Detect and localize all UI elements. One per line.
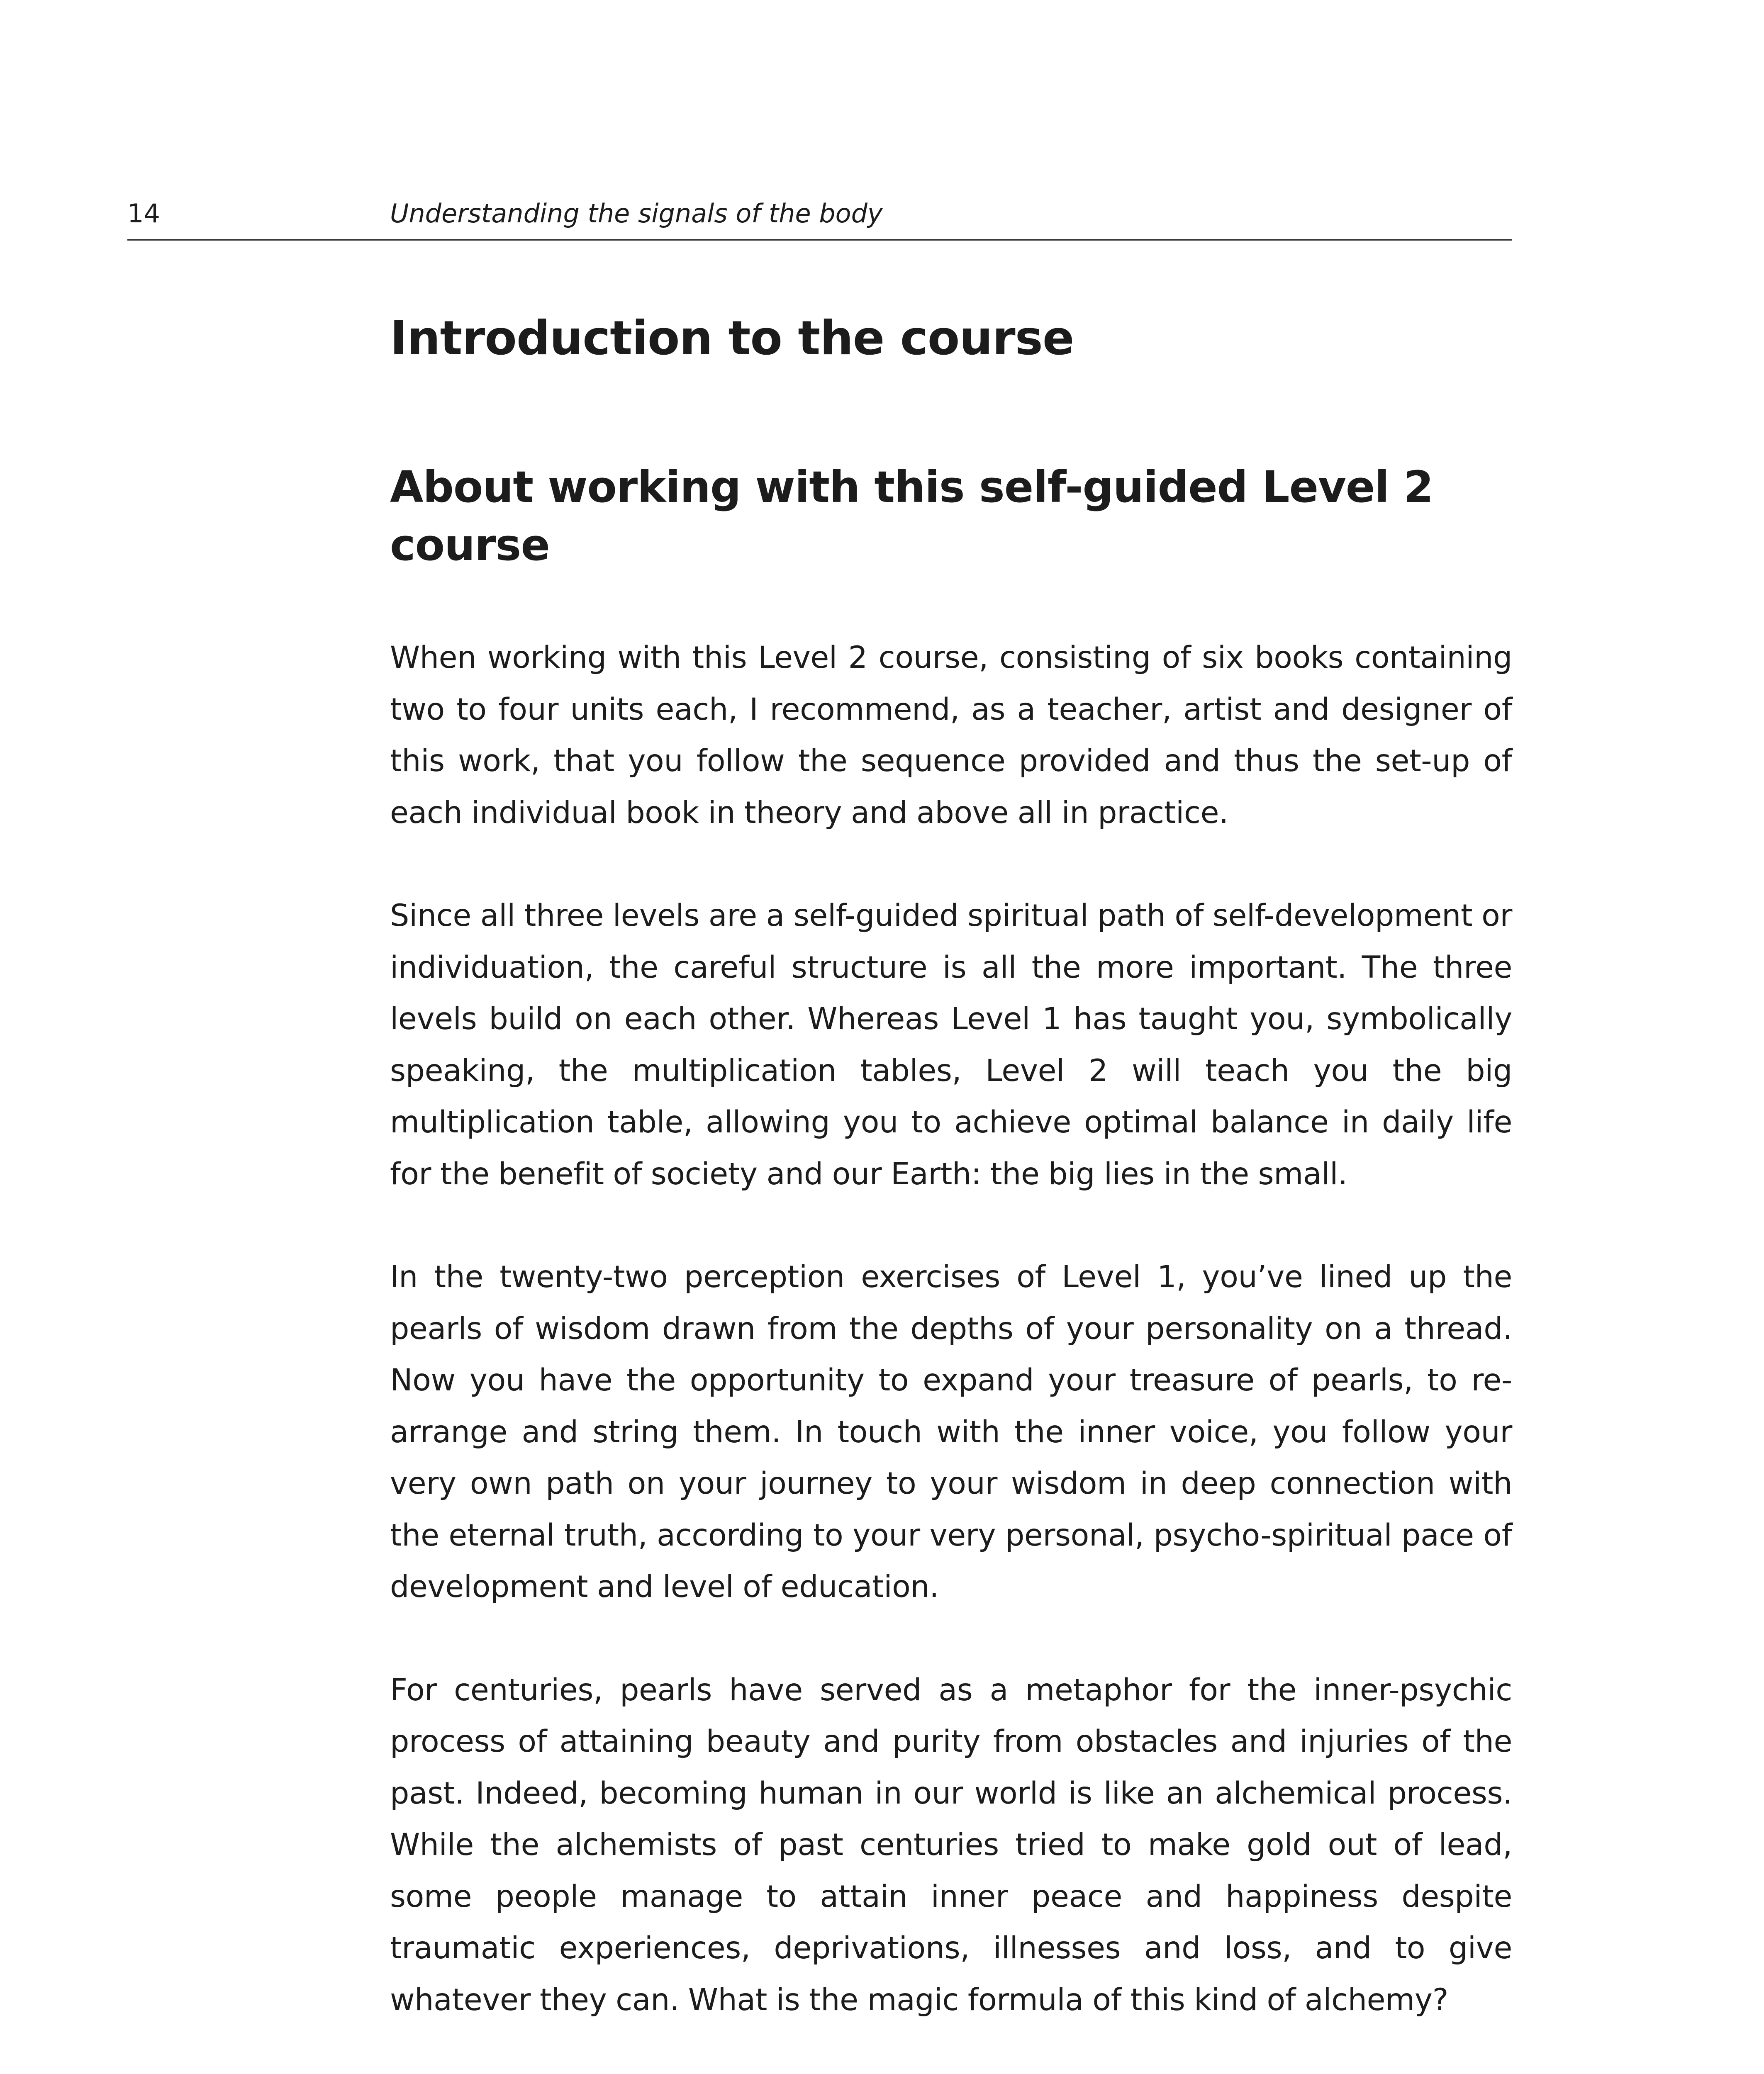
body-text xyxy=(390,632,1512,2026)
section-title: About working with this self-guided Level 2 course xyxy=(390,462,1433,570)
paragraph: When working with this Level 2 course, consisting of six books containing two to four units each, I recommend, as a teacher, artist and designer of this work, that you follow the sequence provided and thus the set-up of each individual book in theory and above all in practice. xyxy=(390,640,1512,830)
running-title: Understanding the signals of the body xyxy=(390,198,883,229)
paragraph: In the twenty-two perception exercises of Level 1, you’ve lined up the pearls of wisdom drawn from the depths of your personality on a thread. Now you have the opportunity to expand your treasure of pearls, to re-arrange and string them. In touch with the inner voice, you follow your very own path on your journey to your wisdom in deep connection with the eternal truth, according to your very personal, psycho-spiritual pace of development and level of education. xyxy=(390,1259,1512,1604)
chapter-title: Introduction to the course xyxy=(390,311,1074,365)
page-number: 14 xyxy=(127,198,160,229)
paragraph: For centuries, pearls have served as a metaphor for the inner-psychic process of attaining beauty and purity from obstacles and injuries of the past. Indeed, becoming human in our world is like an alchemical process. While the alchemists of past centuries tried to make gold out of lead, some people manage to attain inner peace and happiness despite traumatic experiences, deprivations, illnesses and loss, and to give whatever they can. What is the magic formula of this kind of alchemy? xyxy=(390,1672,1512,2018)
page-content xyxy=(390,307,1512,2074)
paragraph: Since all three levels are a self-guided spiritual path of self-development or individuation, the careful structure is all the more important. The three levels build on each other. Whereas Level 1 has taught you, symbolically speaking, the multiplication tables, Level 2 will teach you the big multiplication table, allowing you to achieve optimal balance in daily life for the benefit of society and our Earth: the big lies in the small. xyxy=(390,898,1512,1192)
running-head xyxy=(127,195,1512,241)
